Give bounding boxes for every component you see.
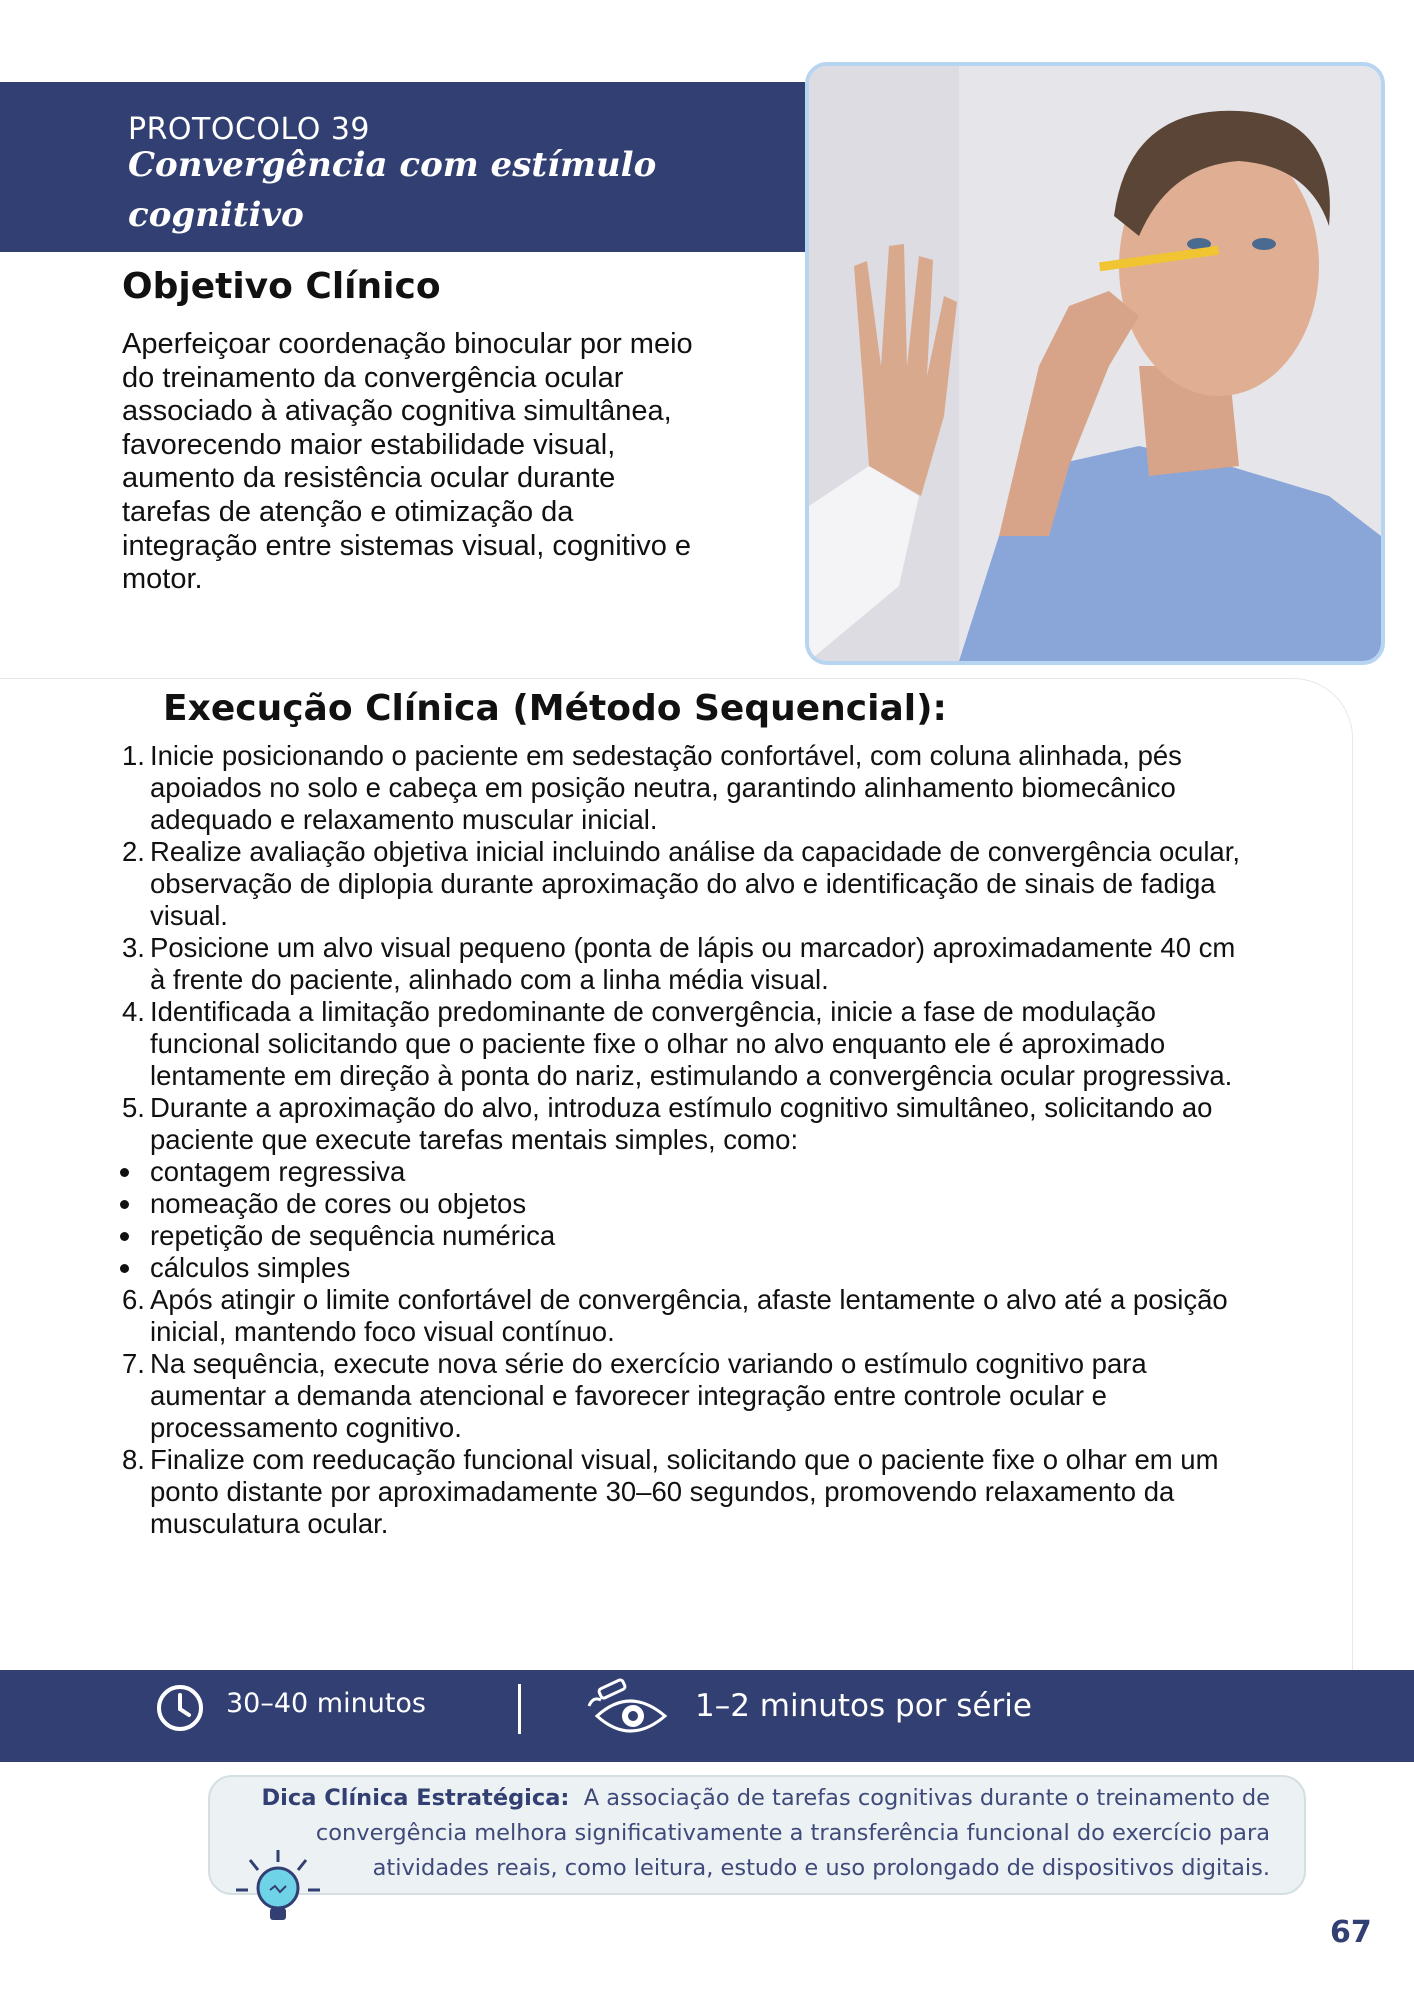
bullet-dot-icon [120, 1232, 129, 1241]
bullet-text: contagem regressiva [150, 1156, 406, 1187]
objective-text [122, 328, 782, 597]
objective-line: integração entre sistemas visual, cognitivo e [122, 529, 692, 562]
bullet-item [150, 1188, 1340, 1220]
protocol-number: PROTOCOLO 39 [128, 112, 371, 147]
step-item [122, 1348, 1340, 1444]
page-number: 67 [1330, 1915, 1372, 1950]
divider [518, 1684, 521, 1734]
step-number: 3. [122, 932, 145, 963]
objective-line: aumento da resistência ocular durante [122, 462, 616, 495]
step-line: paciente que execute tarefas mentais simples, como: [150, 1124, 799, 1155]
objective-line: motor. [122, 563, 203, 596]
step-item [122, 1092, 1340, 1156]
lightbulb-icon [232, 1850, 324, 1930]
step-number: 7. [122, 1348, 145, 1379]
step-line: visual. [150, 900, 228, 931]
objective-line: tarefas de atenção e otimização da [122, 495, 574, 528]
step-item [122, 932, 1340, 996]
step-number: 5. [122, 1092, 145, 1123]
step-line: Posicione um alvo visual pequeno (ponta de lápis ou marcador) aproximadamente 40 cm [150, 932, 1236, 963]
tip-line-1 [230, 1781, 1270, 1816]
objective-line: favorecendo maior estabilidade visual, [122, 428, 616, 461]
clinical-tip-text [230, 1781, 1270, 1886]
title-line-1: Convergência com estímulo [128, 145, 657, 185]
bullet-dot-icon [120, 1200, 129, 1209]
bullet-item [150, 1156, 1340, 1188]
step-line: Finalize com reeducação funcional visual, solicitando que o paciente fixe o olhar em um [150, 1444, 1219, 1475]
bullet-dot-icon [120, 1168, 129, 1177]
eye-exercise-icon [585, 1676, 675, 1746]
bullet-item [150, 1252, 1340, 1284]
step-line: Após atingir o limite confortável de convergência, afaste lentamente o alvo até a posição [150, 1284, 1228, 1315]
step-number: 8. [122, 1444, 145, 1475]
clock-icon [155, 1683, 205, 1733]
step-line: inicial, mantendo foco visual contínuo. [150, 1316, 615, 1347]
step-line: lentamente em direção à ponta do nariz, estimulando a convergência ocular progressiva. [150, 1060, 1233, 1091]
step-line: Na sequência, execute nova série do exercício variando o estímulo cognitivo para [150, 1348, 1147, 1379]
step-line: ponto distante por aproximadamente 30–60 segundos, promovendo relaxamento da [150, 1476, 1175, 1507]
step-line: Identificada a limitação predominante de convergência, inicie a fase de modulação [150, 996, 1156, 1027]
tip-line-3: atividades reais, como leitura, estudo e uso prolongado de dispositivos digitais. [372, 1855, 1270, 1881]
step-line: funcional solicitando que o paciente fixe o olhar no alvo enquanto ele é aproximado [150, 1028, 1166, 1059]
step-number: 1. [122, 740, 145, 771]
bullet-text: nomeação de cores ou objetos [150, 1188, 527, 1219]
step-line: observação de diplopia durante aproximação do alvo e identificação de sinais de fadiga [150, 868, 1216, 899]
series-duration: 1–2 minutos por série [695, 1688, 1032, 1724]
step-line: à frente do paciente, alinhado com a linha média visual. [150, 964, 829, 995]
step-line: musculatura ocular. [150, 1508, 389, 1539]
patient-photo [805, 62, 1385, 665]
objective-line: Aperfeiçoar coordenação binocular por meio [122, 328, 693, 360]
step-line: processamento cognitivo. [150, 1412, 462, 1443]
execution-list [122, 740, 1340, 1540]
tip-label: Dica Clínica Estratégica: [261, 1785, 570, 1811]
tip-line-2: convergência melhora significativamente a transferência funcional do exercício para [315, 1820, 1270, 1846]
step-item [122, 740, 1340, 836]
tip-text-1: A associação de tarefas cognitivas durante o treinamento de [583, 1785, 1270, 1811]
execution-heading: Execução Clínica (Método Sequencial): [163, 688, 947, 729]
title-line-2: cognitivo [128, 195, 304, 235]
bullet-text: cálculos simples [150, 1252, 351, 1283]
bullet-dot-icon [120, 1264, 129, 1273]
step-line: apoiados no solo e cabeça em posição neutra, garantindo alinhamento biomecânico [150, 772, 1176, 803]
bullet-item [150, 1220, 1340, 1252]
step-item [122, 996, 1340, 1092]
step-line: Realize avaliação objetiva inicial incluindo análise da capacidade de convergência ocular, [150, 836, 1241, 867]
objective-heading: Objetivo Clínico [122, 266, 441, 307]
step-number: 6. [122, 1284, 145, 1315]
step-line: Inicie posicionando o paciente em sedestação confortável, com coluna alinhada, pés [150, 740, 1182, 771]
step-number: 2. [122, 836, 145, 867]
step-line: Durante a aproximação do alvo, introduza estímulo cognitivo simultâneo, solicitando ao [150, 1092, 1213, 1123]
patient-convergence-photo-icon [809, 66, 1381, 661]
step-item [122, 1444, 1340, 1540]
objective-line: associado à ativação cognitiva simultânea, [122, 395, 672, 428]
objective-line: do treinamento da convergência ocular [122, 361, 624, 394]
step-number: 4. [122, 996, 145, 1027]
step-line: aumentar a demanda atencional e favorecer integração entre controle ocular e [150, 1380, 1107, 1411]
step-line: adequado e relaxamento muscular inicial. [150, 804, 658, 835]
protocol-title [128, 140, 748, 240]
bullet-text: repetição de sequência numérica [150, 1220, 556, 1251]
session-duration: 30–40 minutos [226, 1688, 426, 1719]
step-item [122, 1284, 1340, 1348]
step-item [122, 836, 1340, 932]
